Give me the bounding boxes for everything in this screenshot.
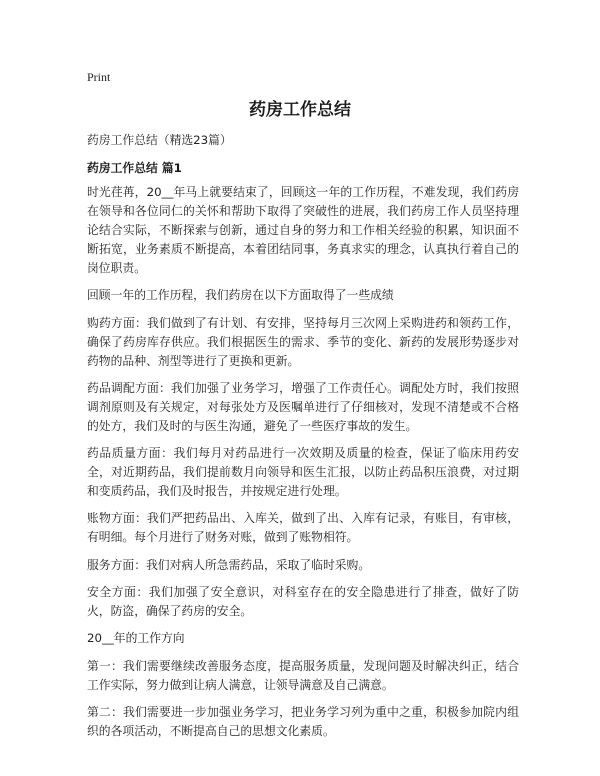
paragraph-service: 服务方面：我们对病人所急需药品，采取了临时采购。	[87, 557, 371, 572]
paragraph-intro: 时光荏苒，20__年马上就要结束了，回顾这一年的工作历程，不难发现，我们药房在领导和各位同仁的关怀和帮助下取得了突破性的进展，我们药房工作人员坚持理论结合实际，不断探索与创新，通过自身的努力和工作相关经验的积累，知识面不断拓宽，业务素质不断提高，本着团结同事，务真求实的理念，认真执行着自己的岗位职责。	[87, 185, 519, 275]
paragraph-direction-heading: 20__年的工作方向	[87, 631, 185, 646]
paragraph-dispensing: 药品调配方面：我们加强了业务学习，增强了工作责任心。调配处方时，我们按照调剂原则及有关规定，对每张处方及医嘱单进行了仔细核对，发现不清楚或不合格的处方，我们及时的与医生沟通，避免了一些医疗事故的发生。	[87, 380, 519, 433]
page-title: 药房工作总结	[249, 100, 351, 120]
paragraph-safety: 安全方面：我们加强了安全意识，对科室存在的安全隐患进行了排查，做好了防火，防盗，确保了药房的安全。	[87, 585, 519, 619]
document-subtitle: 药房工作总结（精选23篇）	[87, 133, 232, 147]
paragraph-accounts: 账物方面：我们严把药品出、入库关，做到了出、入库有记录，有账目，有审核，有明细。每个月进行了财务对账，做到了账物相符。	[87, 511, 519, 545]
print-link[interactable]: Print	[87, 70, 111, 84]
section-heading: 药房工作总结 篇1	[87, 161, 182, 175]
paragraph-purchasing: 购药方面：我们做到了有计划、有安排，坚持每月三次网上采购进药和领药工作，确保了药房库存供应。我们根据医生的需求、季节的变化、新药的发展形势逐步对药物的品种、剂型等进行了更换和更新。	[87, 315, 519, 368]
paragraph-direction-second: 第二：我们需要进一步加强业务学习，把业务学习列为重中之重，积极参加院内组织的各项活动，不断提高自己的思想文化素质。	[87, 704, 519, 738]
document-body	[87, 183, 519, 749]
paragraph-drug-quality: 药品质量方面：我们每月对药品进行一次效期及质量的检查，保证了临床用药安全，对近期药品，我们提前数月向领导和医生汇报，以防止药品积压浪费，对过期和变质药品，我们及时报告，并按规定进行处理。	[87, 446, 519, 499]
paragraph-direction-first: 第一：我们需要继续改善服务态度，提高服务质量，发现问题及时解决纠正，结合工作实际，努力做到让病人满意，让领导满意及自己满意。	[87, 658, 519, 692]
paragraph-achievements-lead: 回顾一年的工作历程，我们药房在以下方面取得了一些成绩	[87, 288, 394, 303]
